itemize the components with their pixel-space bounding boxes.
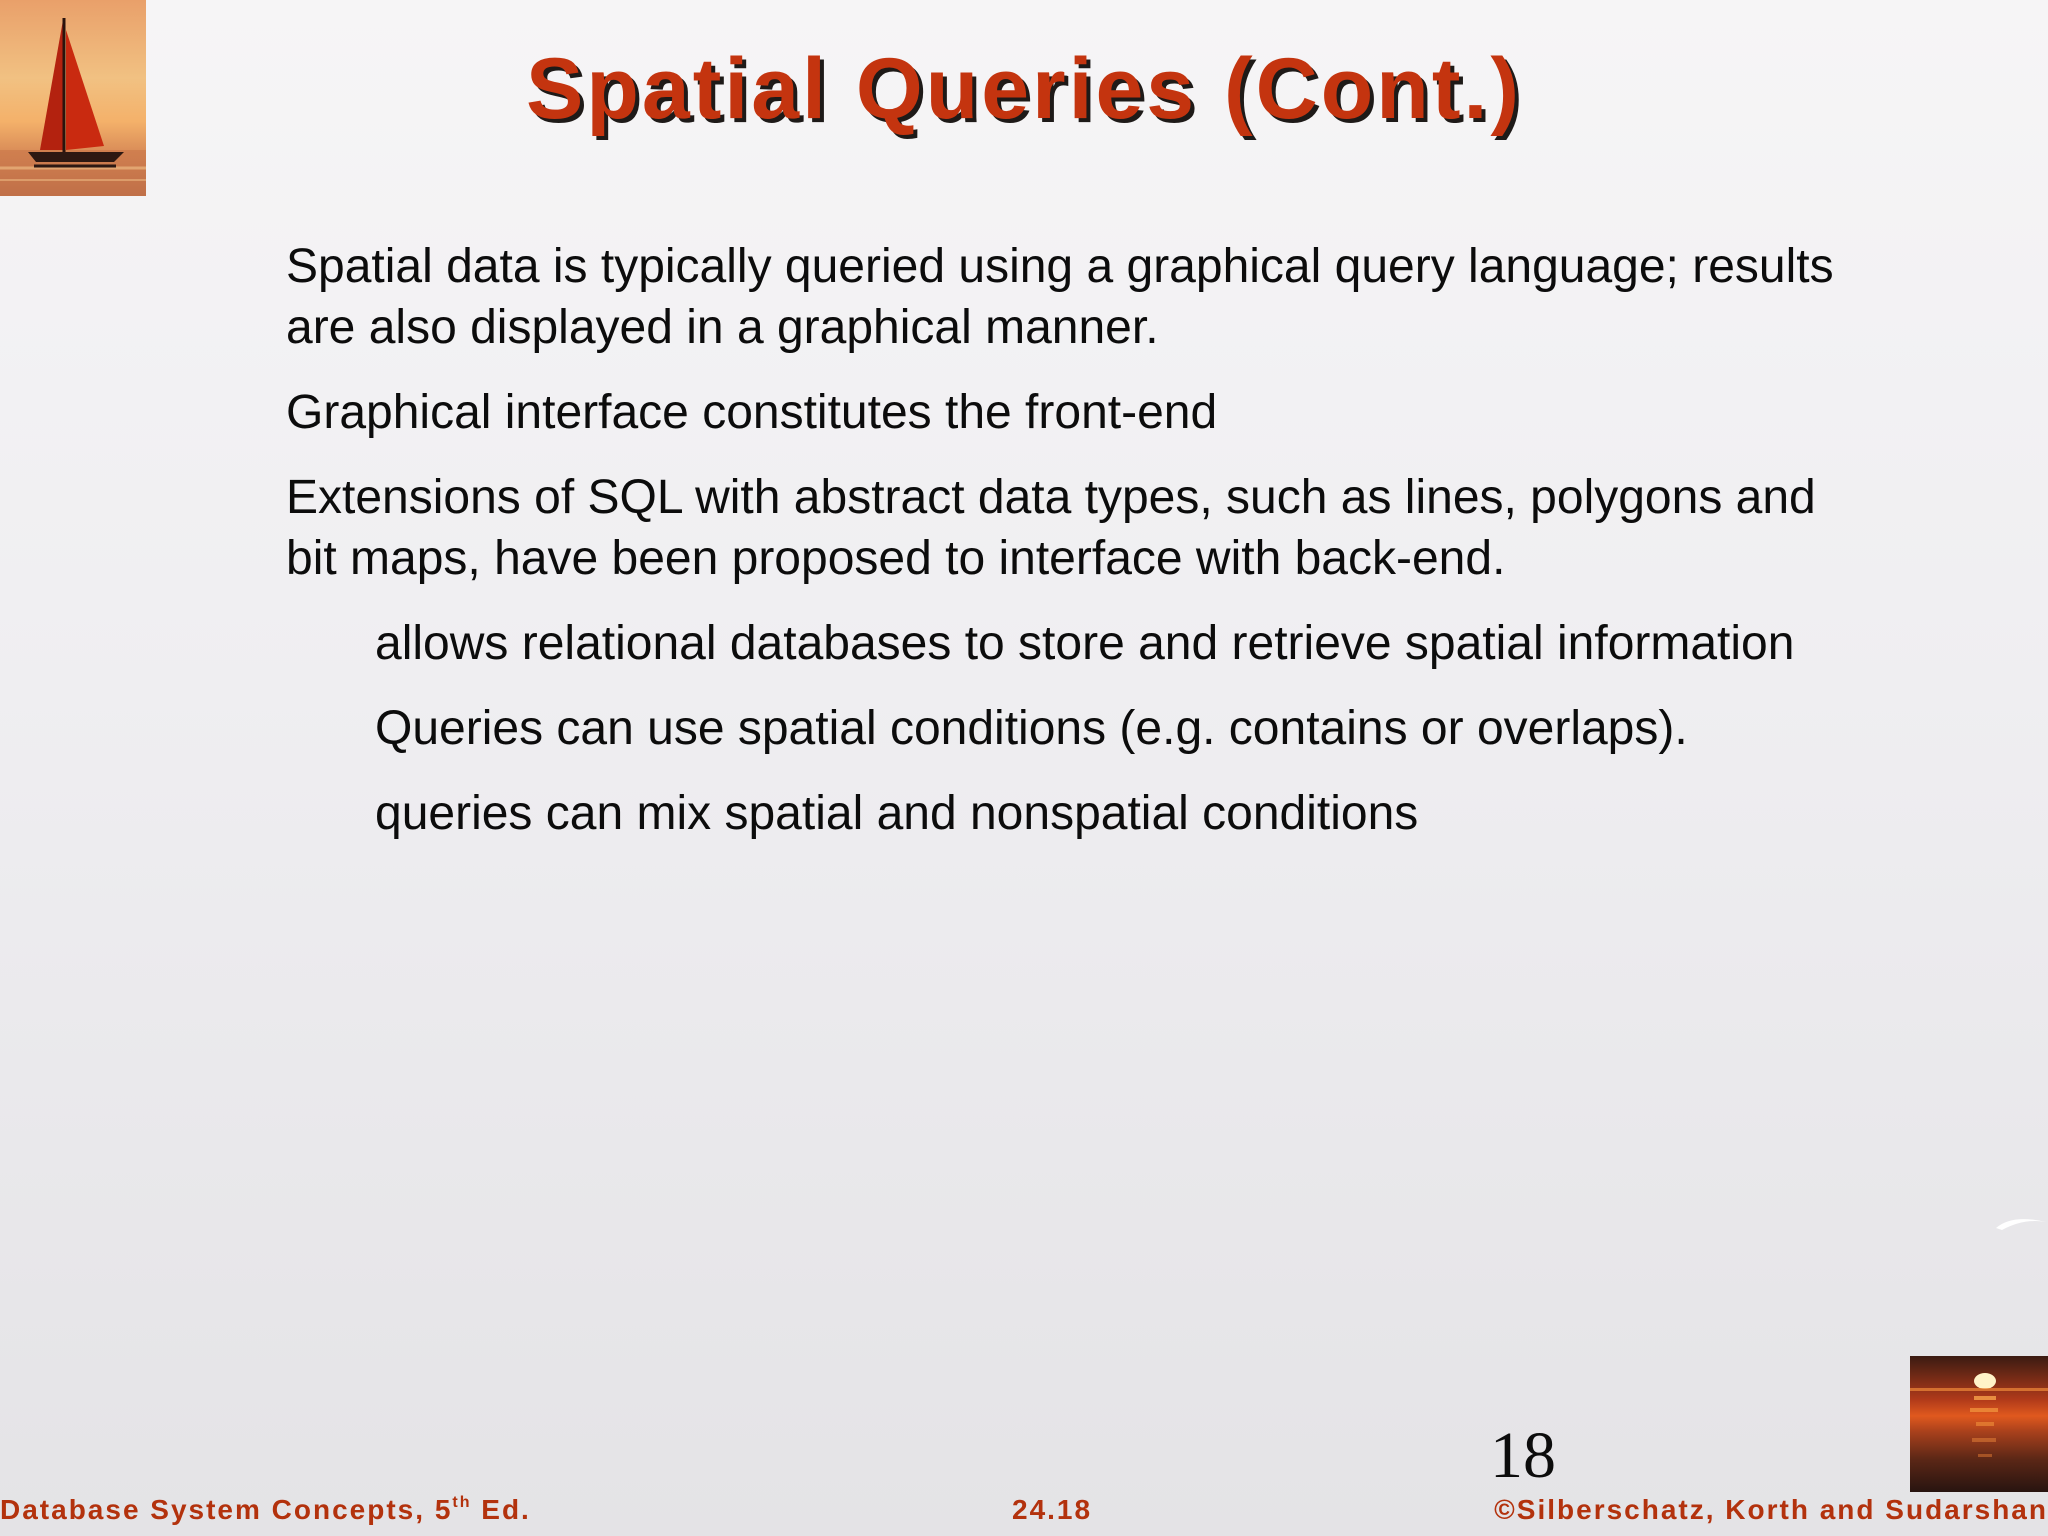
bullet-item: Graphical interface constitutes the front-end	[286, 386, 1218, 439]
bullet-item: Spatial data is typically queried using a graphical query language; results are also displayed in a graphical manner.	[286, 240, 1834, 354]
bullet-list	[286, 236, 1846, 868]
bullet-item: Extensions of SQL with abstract data types, such as lines, polygons and bit maps, have been proposed to interface with back-end.	[286, 471, 1816, 585]
footer-superscript: th	[452, 1494, 472, 1511]
footer-edition-text: Ed.	[471, 1494, 531, 1525]
slide-title: Spatial Queries (Cont.)	[525, 41, 1523, 137]
footer-slide-number: 24.18	[1012, 1494, 1093, 1525]
sub-bullet-item: queries can mix spatial and nonspatial conditions	[375, 787, 1419, 840]
page-number: 18	[1490, 1419, 1556, 1492]
sub-bullet-item: allows relational databases to store and retrieve spatial information	[375, 617, 1795, 670]
footer-book-title	[0, 1494, 531, 1526]
ocean-sunset-icon	[1910, 1356, 2048, 1492]
footer-book-title-text: Database System Concepts, 5	[0, 1494, 453, 1525]
sub-bullet-item: Queries can use spatial conditions (e.g. contains or overlaps).	[375, 702, 1688, 755]
footer-copyright: ©Silberschatz, Korth and Sudarshan	[1494, 1494, 2048, 1525]
decorative-swoosh	[1994, 1212, 2048, 1232]
